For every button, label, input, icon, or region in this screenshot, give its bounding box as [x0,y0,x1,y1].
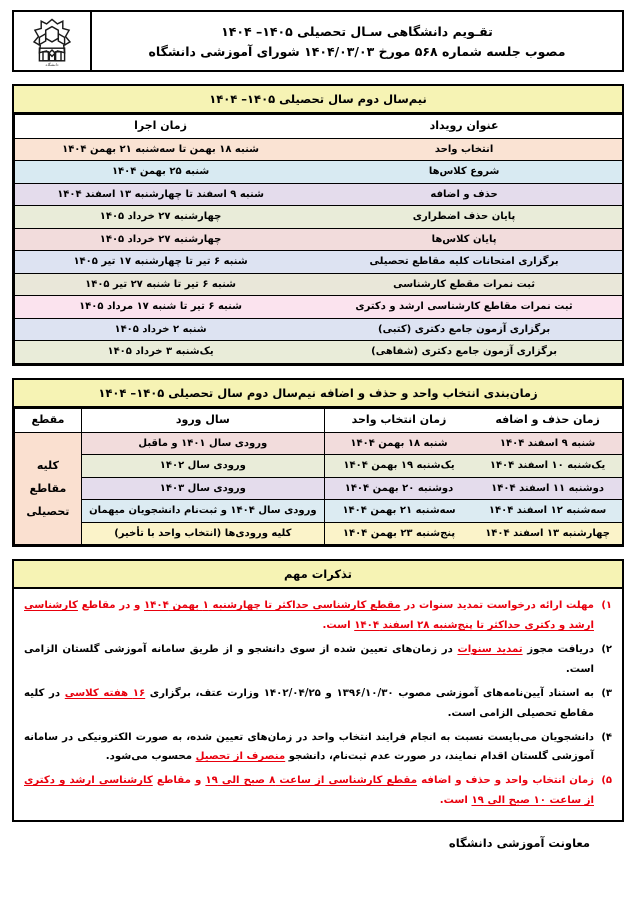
table-header-row [15,408,623,432]
table-row [15,161,623,184]
table-row [15,477,623,500]
event-title-cell: برگزاری امتحانات کلیه مقاطع تحصیلی [306,251,622,274]
level-label-line: کلیه [36,458,59,472]
event-time-cell: چهارشنبه ۲۷ خرداد ۱۴۰۵ [15,206,307,229]
note-highlight: کارشناسی ارشد و دکتری حداکثر تا پنج‌شنبه ۲۸ اسفند ۱۴۰۴ [24,600,594,632]
note-text [24,771,594,811]
semester-schedule-section [12,84,624,366]
entry-year-cell: کلیه ورودی‌ها (انتخاب واحد با تأخیر) [81,522,324,545]
event-time-cell: شنبه ۱۸ بهمن تا سه‌شنبه ۲۱ بهمن ۱۴۰۴ [15,138,307,161]
note-number: ۳) [601,687,612,699]
selection-time-cell: پنج‌شنبه ۲۳ بهمن ۱۴۰۴ [324,522,473,545]
table-row [15,296,623,319]
event-title-cell: شروع کلاس‌ها [306,161,622,184]
note-highlight: مقطع کارشناسی از ساعت ۸ صبح الی ۱۹ [205,775,418,787]
table-row [15,522,623,545]
registration-timing-table [14,408,622,545]
entry-year-cell: ورودی سال ۱۴۰۳ [81,477,324,500]
selection-time-cell: یک‌شنبه ۱۹ بهمن ۱۴۰۴ [324,455,473,478]
document-page [0,10,636,850]
table-row [15,138,623,161]
adddrop-time-cell: یک‌شنبه ۱۰ اسفند ۱۴۰۴ [473,455,622,478]
registration-timing-section [12,378,624,547]
column-header-entry-year: سال ورود [81,408,324,432]
event-title-cell: پایان کلاس‌ها [306,228,622,251]
note-plain: در کلیه مقاطع تحصیلی الزامی است. [24,687,594,719]
table-header-row [15,115,623,139]
level-label-line: تحصیلی [26,504,70,518]
table-row [15,432,623,455]
note-item [24,640,612,680]
header-subtitle: مصوب جلسه شماره ۵۶۸ مورخ ۱۴۰۴/۰۳/۰۳ شورای آموزشی دانشگاه [148,43,566,59]
event-time-cell: شنبه ۶ تیر تا شنبه ۱۷ مرداد ۱۴۰۵ [15,296,307,319]
table-row [15,206,623,229]
table-row [15,228,623,251]
event-title-cell: برگزاری آزمون جامع دکتری (کتبی) [306,318,622,341]
important-notes-section [12,559,624,822]
note-number: ۲) [601,643,612,655]
event-time-cell: شنبه ۲ خرداد ۱۴۰۵ [15,318,307,341]
event-time-cell: شنبه ۲۵ بهمن ۱۴۰۴ [15,161,307,184]
event-title-cell: برگزاری آزمون جامع دکتری (شفاهی) [306,341,622,364]
table-row [15,341,623,364]
selection-time-cell: شنبه ۱۸ بهمن ۱۴۰۴ [324,432,473,455]
note-plain: مهلت ارائه درخواست تمدید سنوات در [400,600,594,612]
note-highlight: مقطع کارشناسی حداکثر تا چهارشنبه ۱ بهمن ۱۴۰۴ [143,600,401,612]
note-highlight: منصرف از تحصیل [195,751,286,763]
entry-year-cell: ورودی سال ۱۴۰۴ و ثبت‌نام دانشجویان میهمان [81,500,324,523]
adddrop-time-cell: سه‌شنبه ۱۲ اسفند ۱۴۰۴ [473,500,622,523]
column-header-level: مقطع [15,408,82,432]
university-crest-icon [25,14,79,68]
event-title-cell: پایان حذف اضطراری [306,206,622,229]
note-plain: و مقاطع [152,775,206,787]
event-time-cell: شنبه ۹ اسفند تا چهارشنبه ۱۳ اسفند ۱۴۰۴ [15,183,307,206]
registration-timing-body [15,432,623,545]
header-titles [90,12,622,70]
note-plain: به استناد آیین‌نامه‌های آموزشی مصوب ۱۳۹۶/۱۰/۳۰ و ۱۴۰۲/۰۴/۲۵ وزارت عتف، برگزاری [145,687,595,699]
registration-timing-title: زمان‌بندی انتخاب واحد و حذف و اضافه نیم‌سال دوم سال تحصیلی ۱۴۰۵– ۱۴۰۴ [14,380,622,408]
selection-time-cell: سه‌شنبه ۲۱ بهمن ۱۴۰۴ [324,500,473,523]
column-header-adddrop-time: زمان حذف و اضافه [473,408,622,432]
note-item [24,728,612,768]
note-text [24,684,594,724]
entry-year-cell: ورودی سال ۱۴۰۱ و ماقبل [81,432,324,455]
note-plain: زمان انتخاب واحد و حذف و اضافه [417,775,594,787]
event-title-cell: حذف و اضافه [306,183,622,206]
event-time-cell: شنبه ۶ تیر تا چهارشنبه ۱۷ تیر ۱۴۰۵ [15,251,307,274]
document-header [12,10,624,72]
note-plain: محسوب می‌شود. [105,751,196,763]
document-footer: معاونت آموزشی دانشگاه [448,836,590,851]
column-header-selection-time: زمان انتخاب واحد [324,408,473,432]
event-time-cell: یک‌شنبه ۳ خرداد ۱۴۰۵ [15,341,307,364]
adddrop-time-cell: شنبه ۹ اسفند ۱۴۰۴ [473,432,622,455]
table-row [15,273,623,296]
note-plain: و در مقاطع [77,600,144,612]
event-title-cell: انتخاب واحد [306,138,622,161]
svg-text:دانشگاه: دانشگاه [45,62,59,68]
event-title-cell: ثبت نمرات مقاطع کارشناسی ارشد و دکتری [306,296,622,319]
note-item [24,596,612,636]
note-number: ۱) [601,600,612,612]
selection-time-cell: دوشنبه ۲۰ بهمن ۱۴۰۴ [324,477,473,500]
table-row [15,318,623,341]
important-notes-title: تذکرات مهم [14,561,622,589]
note-item [24,771,612,811]
note-number: ۴) [601,731,612,743]
note-plain: دریافت مجوز [522,643,595,655]
note-text [24,596,594,636]
important-notes-body [14,589,622,820]
note-text [24,728,594,768]
university-logo [14,12,90,70]
entry-year-cell: ورودی سال ۱۴۰۲ [81,455,324,478]
event-time-cell: چهارشنبه ۲۷ خرداد ۱۴۰۵ [15,228,307,251]
page-title: تقـویم دانشگاهی سـال تحصیلی ۱۴۰۵– ۱۴۰۴ [221,23,493,39]
semester-schedule-title: نیم‌سال دوم سال تحصیلی ۱۴۰۵– ۱۴۰۴ [14,86,622,114]
semester-schedule-table [14,114,622,364]
event-time-cell: شنبه ۶ تیر تا شنبه ۲۷ تیر ۱۴۰۵ [15,273,307,296]
semester-schedule-body [15,138,623,363]
note-plain: دانشجویان می‌بایست نسبت به انجام فرایند انتخاب واحد در زمان‌های تعیین شده، به صورت الکترونیکی در سامانه آموزشی گلستان اقدام نمایند، در صورت عدم ثبت‌نام، دانشجو [24,731,594,763]
table-row [15,500,623,523]
adddrop-time-cell: دوشنبه ۱۱ اسفند ۱۴۰۴ [473,477,622,500]
event-title-cell: ثبت نمرات مقطع کارشناسی [306,273,622,296]
column-header-time: زمان اجرا [15,115,307,139]
column-header-event: عنوان رویداد [306,115,622,139]
adddrop-time-cell: چهارشنبه ۱۳ اسفند ۱۴۰۴ [473,522,622,545]
table-row [15,183,623,206]
table-row [15,251,623,274]
note-text [24,640,594,680]
note-number: ۵) [601,775,612,787]
note-highlight: کارشناسی ارشد و دکتری از ساعت ۱۰ صبح الی ۱۹ [24,775,594,807]
note-plain: است. [322,620,355,632]
level-label-line: مقاطع [29,481,67,495]
note-highlight: ۱۶ هفته کلاسی [64,687,146,699]
level-merged-cell [15,432,82,545]
table-row [15,455,623,478]
note-plain: است. [439,795,472,807]
note-highlight: تمدید سنوات [457,643,523,655]
note-item [24,684,612,724]
note-plain: در زمان‌های تعیین شده از سوی دانشجو و از طریق سامانه آموزشی گلستان الزامی است. [24,643,594,675]
